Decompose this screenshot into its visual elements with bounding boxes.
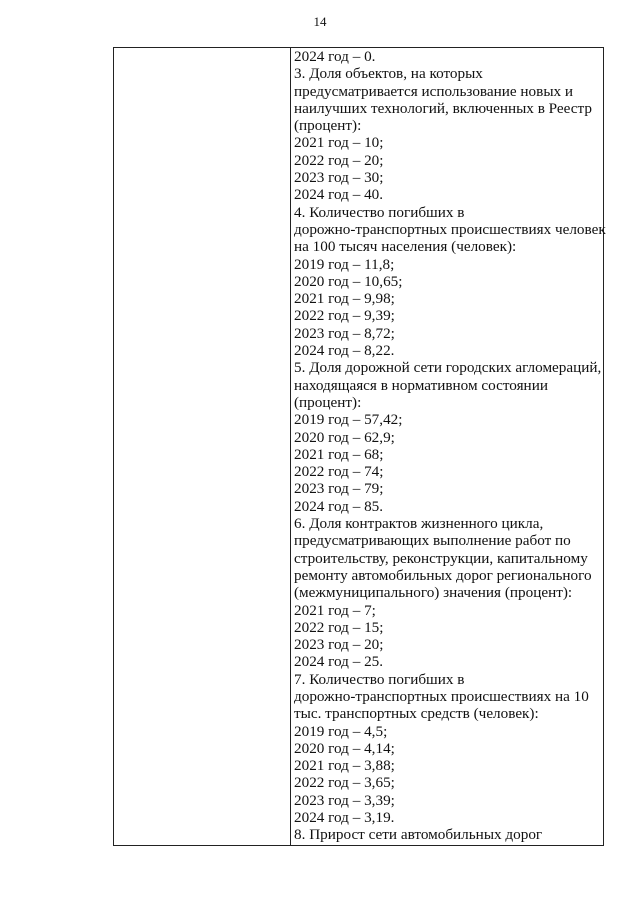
text-line: наилучших технологий, включенных в Реестр xyxy=(294,99,592,117)
text-line: дорожно-транспортных происшествиях человек xyxy=(294,220,606,238)
text-line: 2024 год – 3,19. xyxy=(294,809,395,827)
text-line: 2022 год – 20; xyxy=(294,151,384,169)
text-line: предусматривающих выполнение работ по xyxy=(294,532,571,550)
text-line: 2022 год – 9,39; xyxy=(294,307,395,325)
document-table xyxy=(113,47,604,846)
page-number: 14 xyxy=(313,14,327,29)
text-line: ремонту автомобильных дорог регионального xyxy=(294,566,592,584)
text-line: 2021 год – 7; xyxy=(294,601,376,619)
text-line: (процент): xyxy=(294,117,362,135)
text-line: 2024 год – 0. xyxy=(294,48,376,65)
text-line: 2019 год – 4,5; xyxy=(294,722,388,740)
text-line: 2023 год – 8,72; xyxy=(294,324,395,342)
text-line: 2024 год – 8,22. xyxy=(294,342,395,360)
text-line: 3. Доля объектов, на которых xyxy=(294,65,483,83)
table-left-column xyxy=(114,48,291,845)
text-line: 2024 год – 85. xyxy=(294,497,384,515)
text-line: 2022 год – 3,65; xyxy=(294,774,395,792)
text-line: 8. Прирост сети автомобильных дорог xyxy=(294,826,543,844)
text-line: строительству, реконструкции, капитальному xyxy=(294,549,588,567)
text-line: 2023 год – 3,39; xyxy=(294,791,395,809)
text-line: 2021 год – 68; xyxy=(294,445,384,463)
text-line: 7. Количество погибших в xyxy=(294,670,465,688)
text-line: 2024 год – 25. xyxy=(294,653,384,671)
text-line: тыс. транспортных средств (человек): xyxy=(294,705,539,723)
text-line: (межмуниципального) значения (процент): xyxy=(294,584,573,602)
text-line: 4. Количество погибших в xyxy=(294,203,465,221)
text-line: 2022 год – 15; xyxy=(294,618,384,636)
text-line: на 100 тысяч населения (человек): xyxy=(294,238,517,256)
text-line: 2021 год – 10; xyxy=(294,134,384,152)
text-line: 2020 год – 4,14; xyxy=(294,739,395,757)
text-line: (процент): xyxy=(294,393,362,411)
text-line: 2019 год – 57,42; xyxy=(294,411,403,429)
text-line: находящаяся в нормативном состоянии xyxy=(294,376,548,394)
text-line: 2021 год – 9,98; xyxy=(294,290,395,308)
text-line: 2022 год – 74; xyxy=(294,463,384,481)
text-line: предусматривается использование новых и xyxy=(294,82,574,100)
text-line: 2023 год – 79; xyxy=(294,480,384,498)
text-line: 2023 год – 20; xyxy=(294,636,384,654)
text-line: дорожно-транспортных происшествиях на 10 xyxy=(294,687,589,705)
text-line: 2024 год – 40. xyxy=(294,186,384,204)
text-line: 5. Доля дорожной сети городских агломераций, xyxy=(294,359,602,377)
text-line: 2020 год – 62,9; xyxy=(294,428,395,446)
table-right-column xyxy=(291,48,606,845)
text-line: 6. Доля контрактов жизненного цикла, xyxy=(294,515,544,533)
text-line: 2021 год – 3,88; xyxy=(294,757,395,775)
text-line: 2020 год – 10,65; xyxy=(294,272,403,290)
text-line: 2019 год – 11,8; xyxy=(294,255,395,273)
text-line: 2023 год – 30; xyxy=(294,169,384,187)
